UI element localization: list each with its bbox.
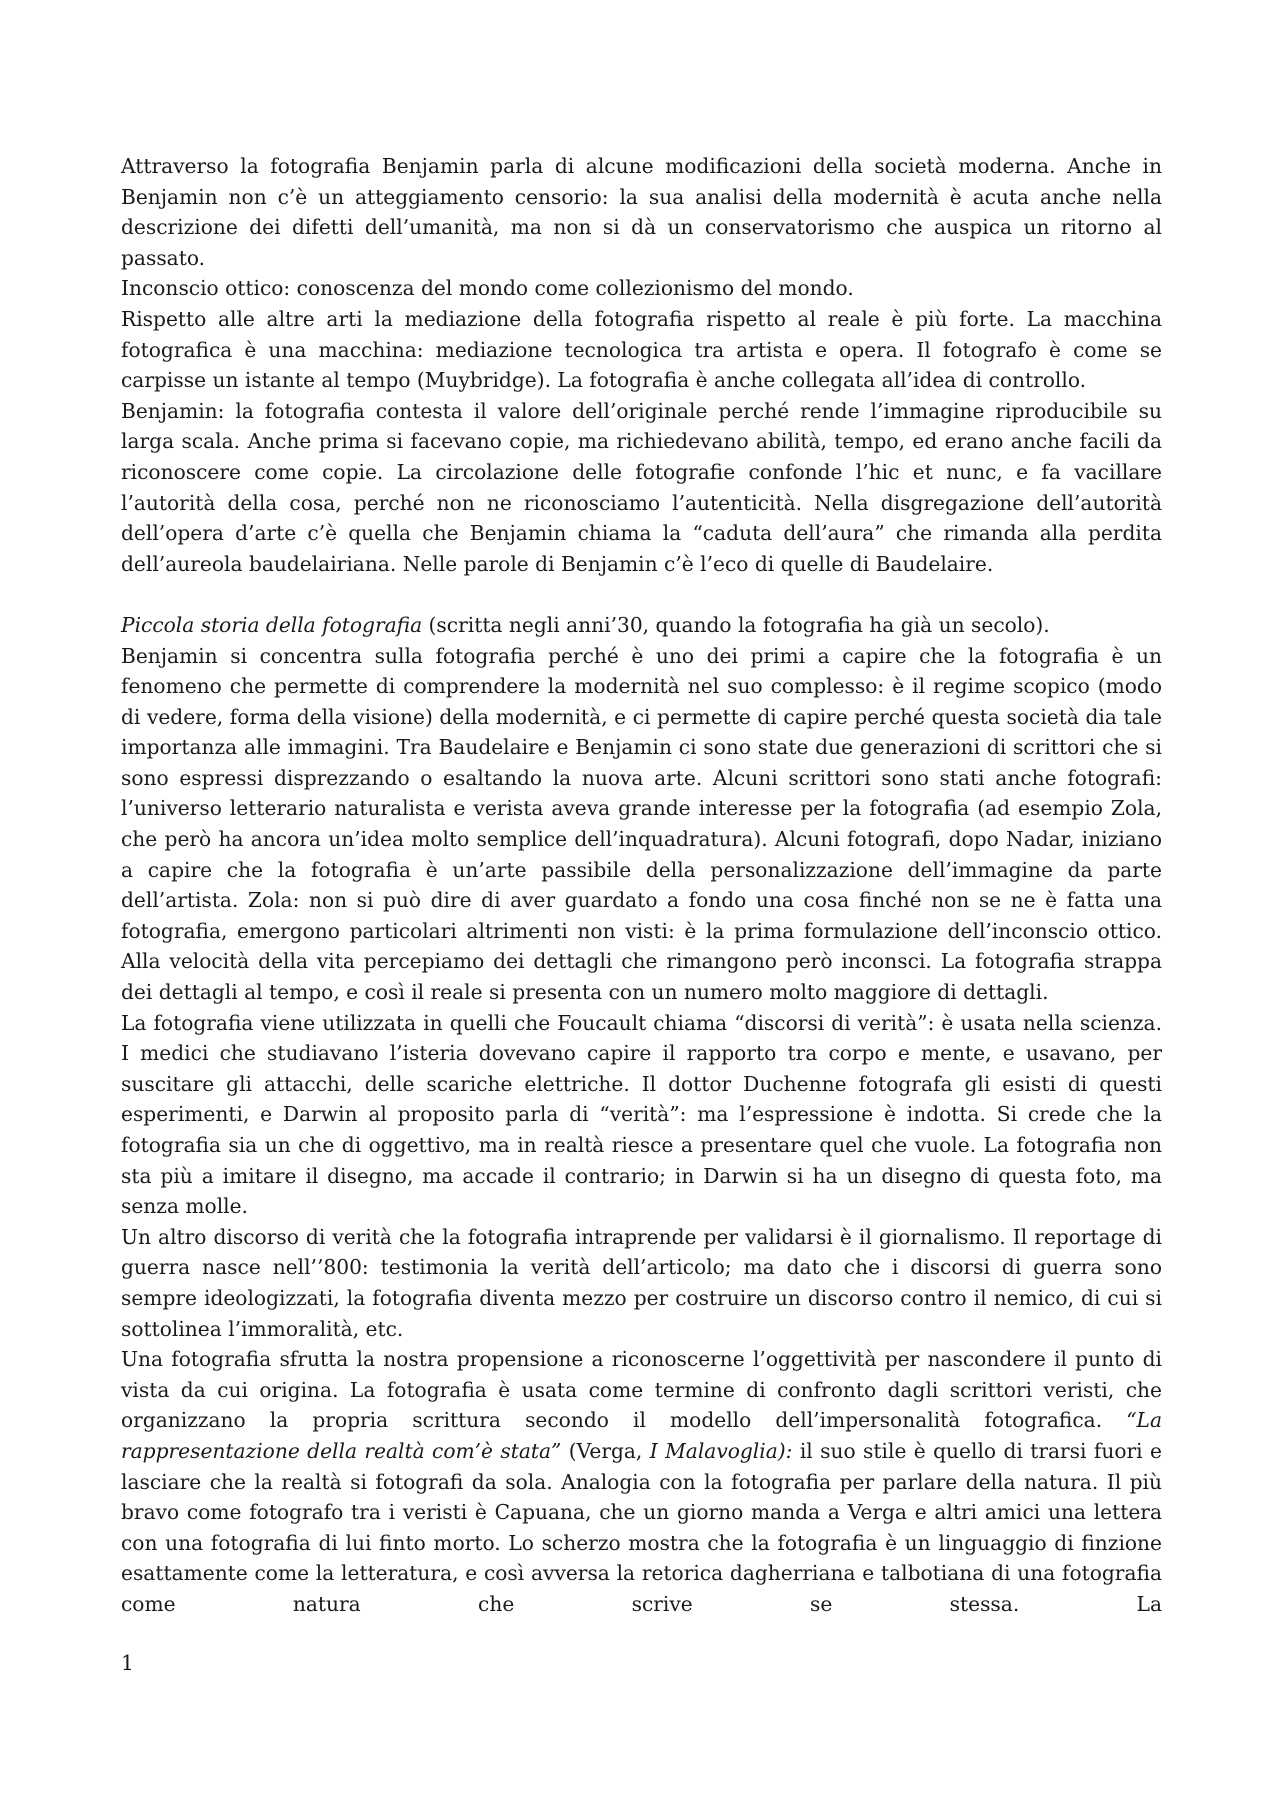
malavoglia-title: I Malavoglia (649, 1438, 778, 1463)
paragraph-benjamin-modernita: Attraverso la fotografia Benjamin parla di alcune modificazioni della società moderna. Anche in Benjamin non c’è un atteggiamento censorio: la sua analisi della modernità è acuta anche nella descrizione dei difetti dell’umanità, ma non si dà un conservatorismo che auspica un ritorno al passato. (121, 154, 1162, 270)
paragraph-giornalismo: Un altro discorso di verità che la fotografia intraprende per validarsi è il giornalismo. Il reportage di guerra nasce nell’’800: testimonia la verità dell’articolo; ma dato che i discorsi di guerra sono sempre ideologizzati, la fotografia diventa mezzo per costruire un discorso contro il nemico, di cui si sottolinea l’immoralità, etc. (121, 1224, 1162, 1341)
paragraph-valore-originale: Benjamin: la fotografia contesta il valore dell’originale perché rende l’immagine riproducibile su larga scala. Anche prima si facevano copie, ma richiedevano abilità, tempo, ed erano anche facili da riconoscere come copie. La circolazione delle fotografie confonde l’hic et nunc, e fa vacillare l’autorità della cosa, perché non ne riconosciamo l’autenticità. Nella disgregazione dell’autorità dell’opera d’arte c’è quella che Benjamin chiama la “caduta dell’aura” che rimanda alla perdita dell’aureola baudelairiana. Nelle parole di Benjamin c’è l’eco di quelle di Baudelaire. (121, 398, 1162, 576)
paragraph-regime-scopico: Benjamin si concentra sulla fotografia perché è uno dei primi a capire che la fotografia è un fenomeno che permette di comprendere la modernità nel suo complesso: è il regime scopico (modo di vedere, forma della visione) della modernità, e ci permette di capire perché questa società dia tale importanza alle immagini. Tra Baudelaire e Benjamin ci sono state due generazioni di scrittori che si sono espressi disprezzando o esaltando la nuova arte. Alcuni scrittori sono stati anche fotografi: l’universo letterario naturalista e verista aveva grande interesse per la fotografia (ad esempio Zola, che però ha ancora un’idea molto semplice dell’inquadratura). Alcuni fotografi, dopo Nadar, iniziano a capire che la fotografia è un’arte passibile della personalizzazione dell’immagine da parte dell’artista. Zola: non si può dire di aver guardato a fondo una cosa finché non se ne è fatta una fotografia, emergono particolari altrimenti non visti: è la prima formulazione dell’inconscio ottico. Alla velocità della vita percepiamo dei dettagli che rimangono però inconsci. La fotografia strappa dei dettagli al tempo, e così il reale si presenta con un numero molto maggiore di dettagli. (121, 643, 1162, 1005)
paragraph-inconscio-ottico: Inconscio ottico: conoscenza del mondo come collezionismo del mondo. (121, 276, 854, 301)
paragraph-spacer (121, 579, 1162, 610)
verismo-intro: Una fotografia sfrutta la nostra propensione a riconoscerne l’oggettività per nascondere il punto di vista da cui origina. La fotografia è usata come termine di confronto dagli scrittori veristi, che organizzano la propria scrittura secondo il modello dell’impersonalità fotografica. (121, 1347, 1162, 1433)
book-title: Piccola storia della fotografia (121, 612, 423, 637)
section-heading-line (121, 610, 1162, 641)
page-number: 1 (121, 1651, 134, 1675)
verismo-rest: il suo stile è quello di trarsi fuori e lasciare che la realtà si fotografi da sola. Analogia con la fotografia per parlare della natura. Il più bravo come fotografo tra i veristi è Capuana, che un giorno manda a Verga e altri amici una lettera con una fotografia di lui finto morto. Lo scherzo mostra che la fotografia è un linguaggio di finzione esattamente come la letteratura, e così avversa la retorica dagherriana e talbotiana di una fotografia come natura che scrive se stessa. La (121, 1438, 1162, 1616)
paragraph-verismo (121, 1344, 1162, 1619)
document-body (121, 151, 1162, 1620)
paragraph-mediazione: Rispetto alle altre arti la mediazione della fotografia rispetto al reale è più forte. La macchina fotografica è una macchina: mediazione tecnologica tra artista e opera. Il fotografo è come se carpisse un istante al tempo (Muybridge). La fotografia è anche collegata all’idea di controllo. (121, 306, 1162, 393)
verga-quote: “La rappresentazione della realtà com’è stata” (121, 1408, 1162, 1463)
book-title-note: (scritta negli anni’30, quando la fotografia ha già un secolo). (422, 612, 1050, 637)
paragraph-discorsi-verita: La fotografia viene utilizzata in quelli che Foucault chiama “discorsi di verità”: è usata nella scienza. I medici che studiavano l’isteria dovevano capire il rapporto tra corpo e mente, e usavano, per suscitare gli attacchi, delle scariche elettriche. Il dottor Duchenne fotografa gli esisti di questi esperimenti, e Darwin al proposito parla di “verità”: ma l’espressione è indotta. Si crede che la fotografia sia un che di oggettivo, ma in realtà riesce a presentare quel che vuole. La fotografia non sta più a imitare il disegno, ma accade il contrario; in Darwin si ha un disegno di questa foto, ma senza molle. (121, 1010, 1162, 1219)
verga-citation-open: (Verga, (561, 1438, 650, 1463)
verga-citation-close: ): (777, 1438, 793, 1463)
